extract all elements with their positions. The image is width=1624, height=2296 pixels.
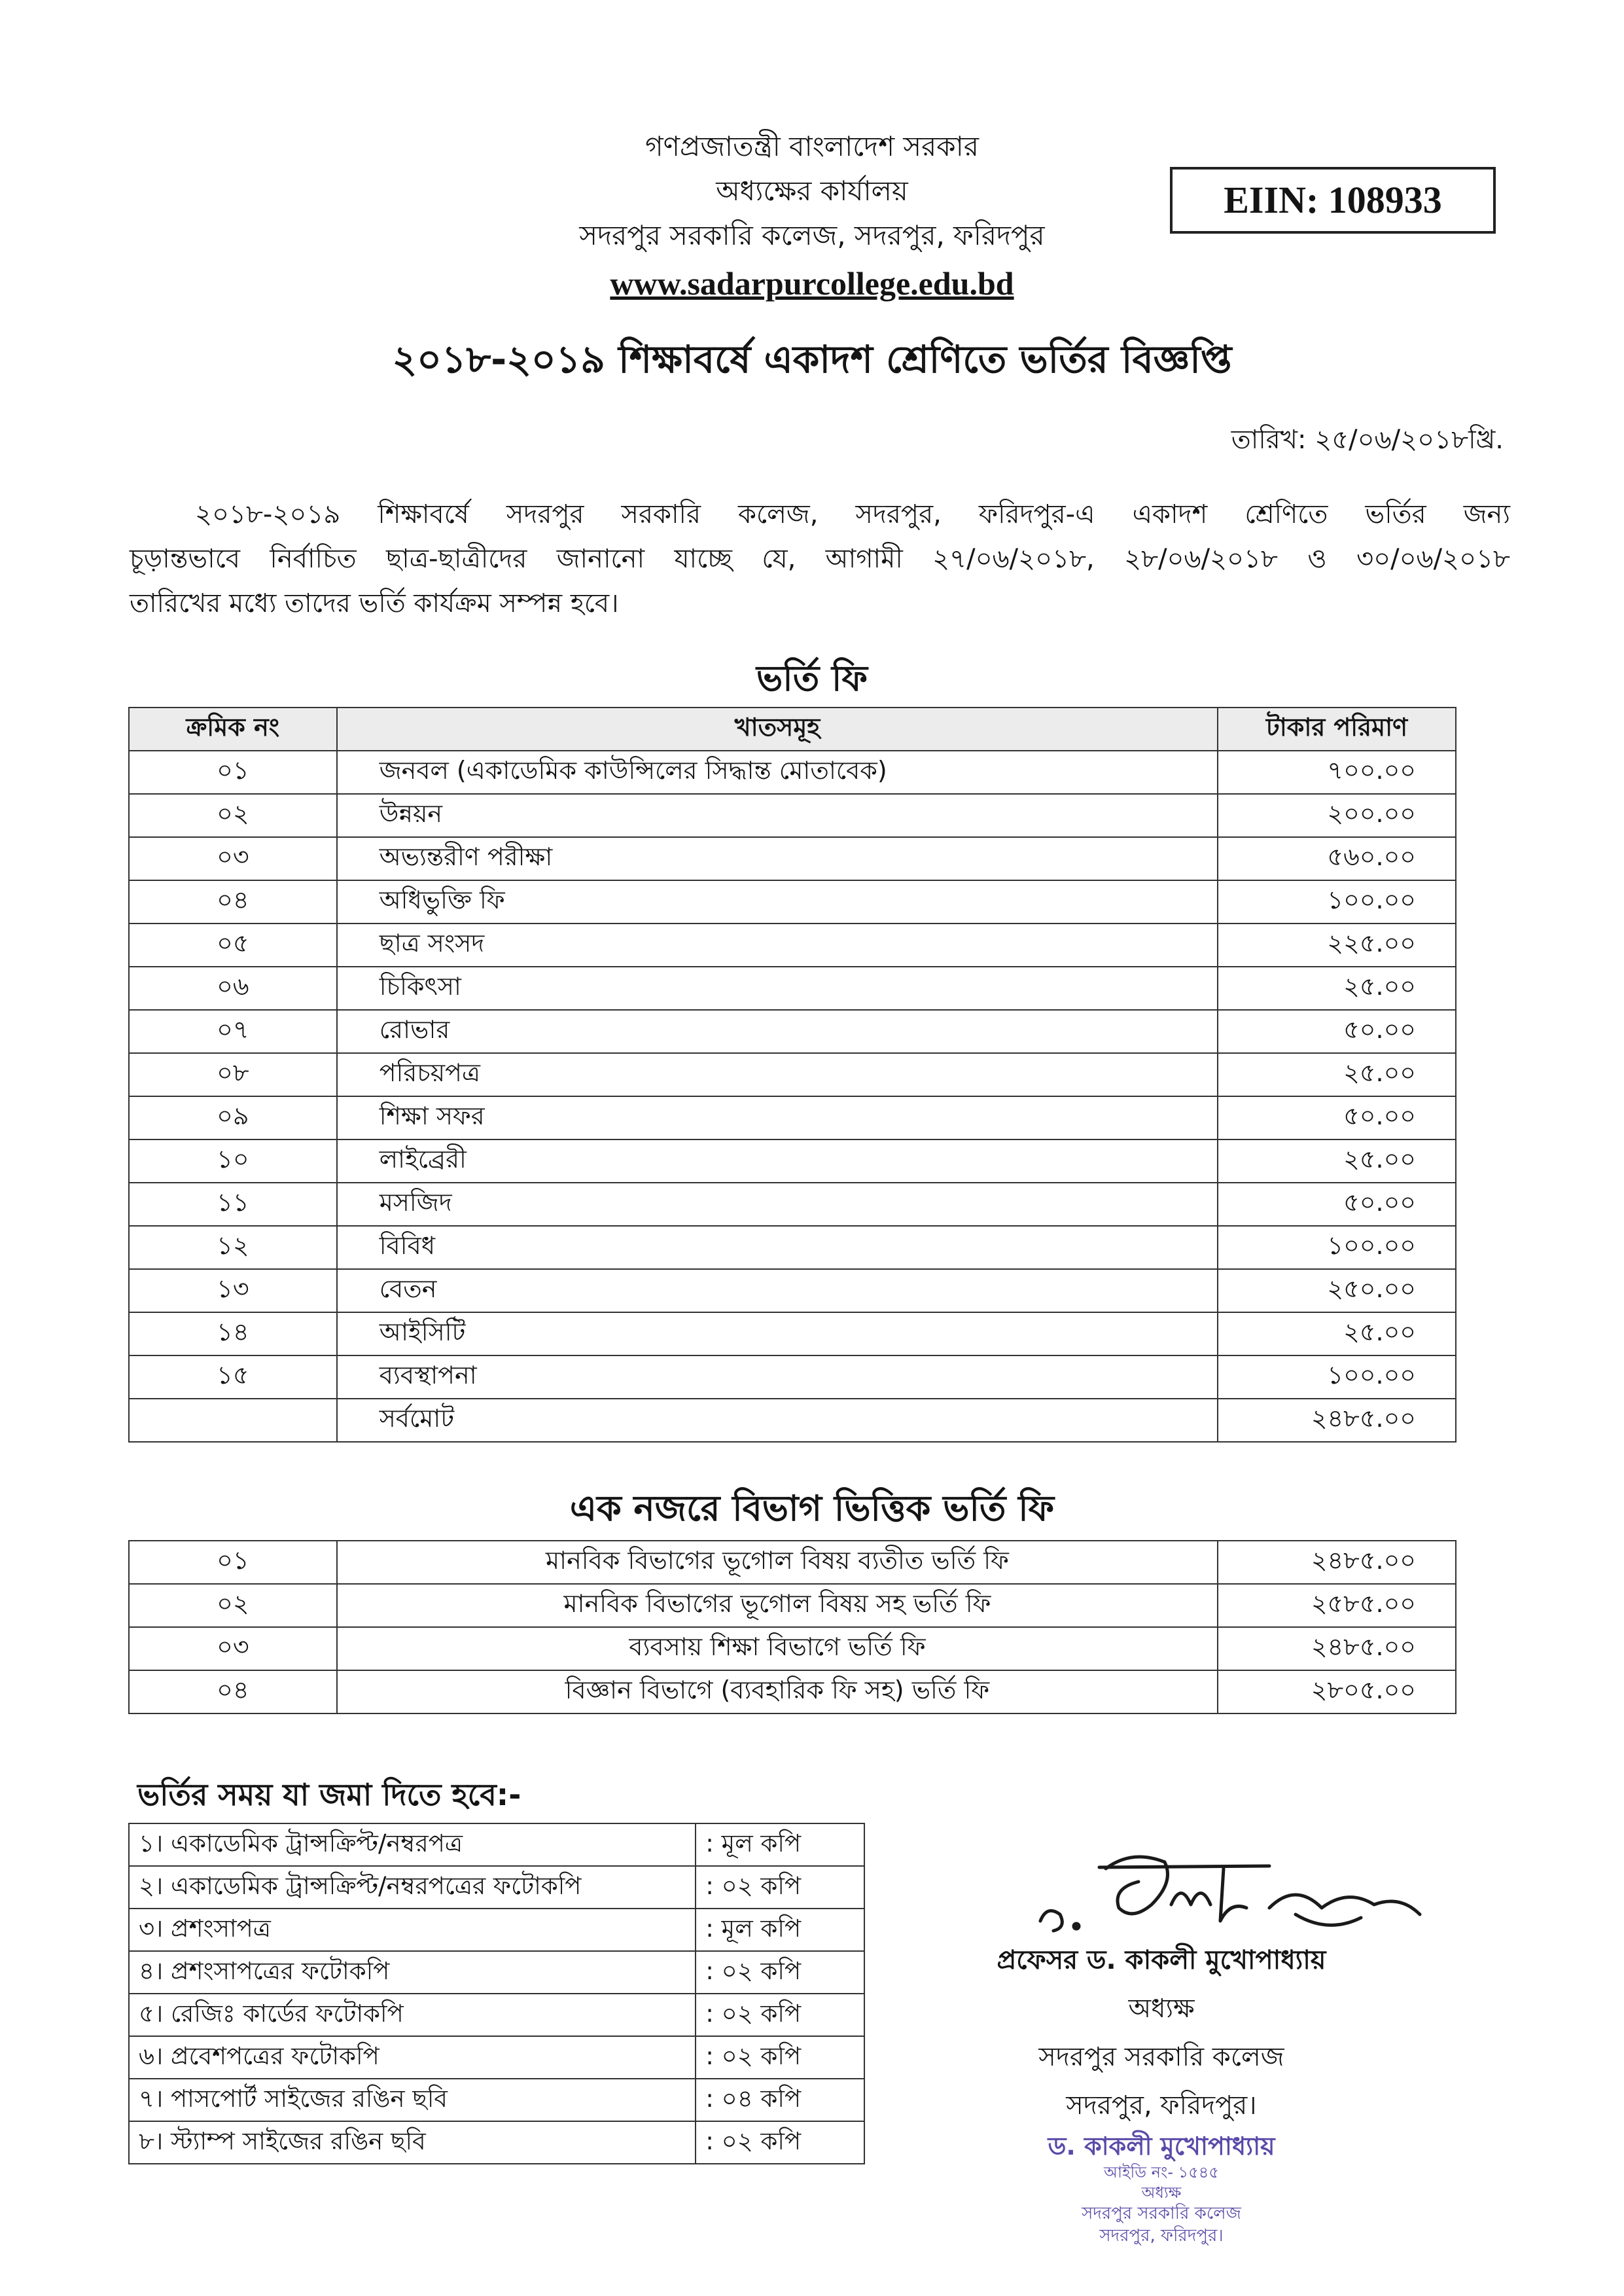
fee-table-row [129,880,1456,924]
document-row [129,2079,864,2121]
dept-item: মানবিক বিভাগের ভূগোল বিষয় ব্যতীত ভর্তি ফি [337,1541,1218,1584]
fee-item: অধিভুক্তি ফি [337,880,1218,924]
document-quantity: : ০২ কপি [696,1866,864,1909]
fee-table-row [129,924,1456,967]
fee-serial: ০৭ [129,1010,337,1053]
dept-serial: ০১ [129,1541,337,1584]
eiin-box: EIIN: 108933 [1170,167,1496,234]
notice-title: ২০১৮-২০১৯ শিক্ষাবর্ষে একাদশ শ্রেণিতে ভর্তির বিজ্ঞপ্তি [392,337,1232,382]
dept-amount: ২৮০৫.০০ [1218,1670,1456,1713]
notice-paragraph [130,492,1510,626]
fee-table-heading: ভর্তি ফি [756,658,868,699]
fee-table-row [129,751,1456,794]
column-header-serial: ক্রমিক নং [129,708,337,751]
dept-item: ব্যবসায় শিক্ষা বিভাগে ভর্তি ফি [337,1627,1218,1670]
fee-amount: ৫০.০০ [1218,1096,1456,1139]
gov-title: গণপ্রজাতন্ত্রী বাংলাদেশ সরকার [645,130,979,162]
seal-name: ড. কাকলী মুখোপাধ্যায় [1048,2132,1275,2161]
fee-item: রোভার [337,1010,1218,1053]
document-item: ৭। পাসপোর্ট সাইজের রঙিন ছবি [129,2079,696,2121]
dept-fee-row [129,1670,1456,1713]
fee-serial: ১২ [129,1226,337,1269]
document-row [129,1951,864,1994]
document-quantity: : ০২ কপি [696,2121,864,2164]
fee-table-row [129,1226,1456,1269]
fee-amount: ২৫০.০০ [1218,1269,1456,1312]
dept-fee-row [129,1627,1456,1670]
fee-amount: ২৫.০০ [1218,1312,1456,1355]
documents-heading: ভর্তির সময় যা জমা দিতে হবে:- [137,1777,521,1812]
fee-item: চিকিৎসা [337,967,1218,1010]
signatory-college: সদরপুর সরকারি কলেজ [1038,2042,1284,2072]
official-seal [965,2130,1358,2247]
document-row [129,1866,864,1909]
dept-fee-row [129,1541,1456,1584]
dept-amount: ২৪৮৫.০০ [1218,1627,1456,1670]
dept-table-heading: এক নজরে বিভাগ ভিত্তিক ভর্তি ফি [569,1488,1055,1529]
fee-table-row [129,1183,1456,1226]
fee-item: পরিচয়পত্র [337,1053,1218,1096]
fee-amount: ২৫.০০ [1218,1053,1456,1096]
document-item: ১। একাডেমিক ট্রান্সক্রিপ্ট/নম্বরপত্র [129,1823,696,1866]
document-item: ৬। প্রবেশপত্রের ফটোকপি [129,2036,696,2079]
notice-line-1: ২০১৮-২০১৯ শিক্ষাবর্ষে সদরপুর সরকারি কলেজ, সদরপুর, ফরিদপুর-এ একাদশ শ্রেণিতে ভর্তির জন্য [195,499,1510,529]
documents-table [128,1823,865,2164]
document-item: ৩। প্রশংসাপত্র [129,1909,696,1951]
fee-table-row [129,837,1456,880]
dept-amount: ২৪৮৫.০০ [1218,1541,1456,1584]
fee-item: লাইব্রেরী [337,1139,1218,1183]
total-label: সর্বমোট [337,1399,1218,1442]
dept-amount: ২৫৮৫.০০ [1218,1584,1456,1627]
fee-item: মসজিদ [337,1183,1218,1226]
fee-item: বেতন [337,1269,1218,1312]
fee-item: বিবিধ [337,1226,1218,1269]
document-row [129,1823,864,1866]
document-quantity: : মূল কপি [696,1823,864,1866]
signatory-designation: অধ্যক্ষ [1128,1994,1195,2024]
fee-serial: ১৫ [129,1355,337,1399]
fee-item: আইসিটি [337,1312,1218,1355]
dept-fee-row [129,1584,1456,1627]
fee-item: ছাত্র সংসদ [337,924,1218,967]
fee-serial: ০২ [129,794,337,837]
document-row [129,2036,864,2079]
column-header-amount: টাকার পরিমাণ [1218,708,1456,751]
document-quantity: : ০২ কপি [696,2036,864,2079]
fee-amount: ৫৬০.০০ [1218,837,1456,880]
fee-amount: ৫০.০০ [1218,1183,1456,1226]
document-row [129,2121,864,2164]
document-row [129,1909,864,1951]
fee-table-header-row [129,708,1456,751]
document-quantity: : মূল কপি [696,1909,864,1951]
website-link[interactable]: www.sadarpurcollege.edu.bd [610,265,1014,302]
fee-serial: ০৫ [129,924,337,967]
fee-table [128,707,1456,1443]
dept-serial: ০৪ [129,1670,337,1713]
fee-serial: ০৬ [129,967,337,1010]
dept-item: মানবিক বিভাগের ভূগোল বিষয় সহ ভর্তি ফি [337,1584,1218,1627]
fee-table-row [129,1355,1456,1399]
fee-serial: ০৮ [129,1053,337,1096]
fee-table-row [129,794,1456,837]
total-amount: ২৪৮৫.০০ [1218,1399,1456,1442]
seal-location: সদরপুর, ফরিদপুর। [1099,2226,1224,2246]
dept-item: বিজ্ঞান বিভাগে (ব্যবহারিক ফি সহ) ভর্তি ফি [337,1670,1218,1713]
dept-serial: ০২ [129,1584,337,1627]
fee-item: অভ্যন্তরীণ পরীক্ষা [337,837,1218,880]
document-item: ২। একাডেমিক ট্রান্সক্রিপ্ট/নম্বরপত্রের ফটোকপি [129,1866,696,1909]
fee-table-row [129,1139,1456,1183]
seal-id: আইডি নং- ১৫৪৫ [1104,2163,1219,2181]
signatory-name: প্রফেসর ড. কাকলী মুখোপাধ্যায় [997,1945,1326,1975]
fee-table-row [129,967,1456,1010]
document-item: ৪। প্রশংসাপত্রের ফটোকপি [129,1951,696,1994]
document-quantity: : ০২ কপি [696,1994,864,2036]
fee-table-row [129,1053,1456,1096]
fee-amount: ১০০.০০ [1218,880,1456,924]
dept-serial: ০৩ [129,1627,337,1670]
document-item: ৫। রেজিঃ কার্ডের ফটোকপি [129,1994,696,2036]
fee-amount: ২৫.০০ [1218,967,1456,1010]
fee-amount: ২২৫.০০ [1218,924,1456,967]
fee-item: শিক্ষা সফর [337,1096,1218,1139]
fee-table-row [129,1096,1456,1139]
fee-serial: ১০ [129,1139,337,1183]
document-item: ৮। স্ট্যাম্প সাইজের রঙিন ছবি [129,2121,696,2164]
college-name: সদরপুর সরকারি কলেজ, সদরপুর, ফরিদপুর [579,219,1045,251]
seal-designation: অধ্যক্ষ [1141,2183,1182,2202]
document-row [129,1994,864,2036]
fee-serial: ০১ [129,751,337,794]
fee-amount: ১০০.০০ [1218,1226,1456,1269]
signature-image [1021,1842,1439,1947]
document-quantity: : ০৪ কপি [696,2079,864,2121]
fee-amount: ১০০.০০ [1218,1355,1456,1399]
fee-amount: ৫০.০০ [1218,1010,1456,1053]
fee-serial: ০৯ [129,1096,337,1139]
fee-table-row [129,1269,1456,1312]
fee-serial: ১৩ [129,1269,337,1312]
fee-serial: ১১ [129,1183,337,1226]
fee-serial: ১৪ [129,1312,337,1355]
signatory-location: সদরপুর, ফরিদপুর। [1066,2090,1257,2121]
fee-item: উন্নয়ন [337,794,1218,837]
column-header-item: খাতসমূহ [337,708,1218,751]
fee-table-row [129,1312,1456,1355]
fee-item: জনবল (একাডেমিক কাউন্সিলের সিদ্ধান্ত মোতাবেক) [337,751,1218,794]
notice-line-2: চূড়ান্তভাবে নির্বাচিত ছাত্র-ছাত্রীদের জানানো যাচ্ছে যে, আগামী ২৭/০৬/২০১৮, ২৮/০৬/২০১৮ ও ৩০/০৬/২০১৮ [130,544,1510,574]
document-quantity: : ০২ কপি [696,1951,864,1994]
seal-college: সদরপুর সরকারি কলেজ [1082,2204,1241,2223]
fee-serial: ০৪ [129,880,337,924]
fee-amount: ২০০.০০ [1218,794,1456,837]
fee-amount: ৭০০.০০ [1218,751,1456,794]
notice-date: তারিখ: ২৫/০৬/২০১৮খ্রি. [1231,425,1504,455]
fee-total-row [129,1399,1456,1442]
fee-item: ব্যবস্থাপনা [337,1355,1218,1399]
notice-line-3: তারিখের মধ্যে তাদের ভর্তি কার্যক্রম সম্পন্ন হবে। [130,588,619,619]
total-empty-cell [129,1399,337,1442]
dept-fee-table [128,1540,1456,1714]
office-title: অধ্যক্ষের কার্যালয় [716,175,908,207]
fee-serial: ০৩ [129,837,337,880]
fee-table-row [129,1010,1456,1053]
fee-amount: ২৫.০০ [1218,1139,1456,1183]
